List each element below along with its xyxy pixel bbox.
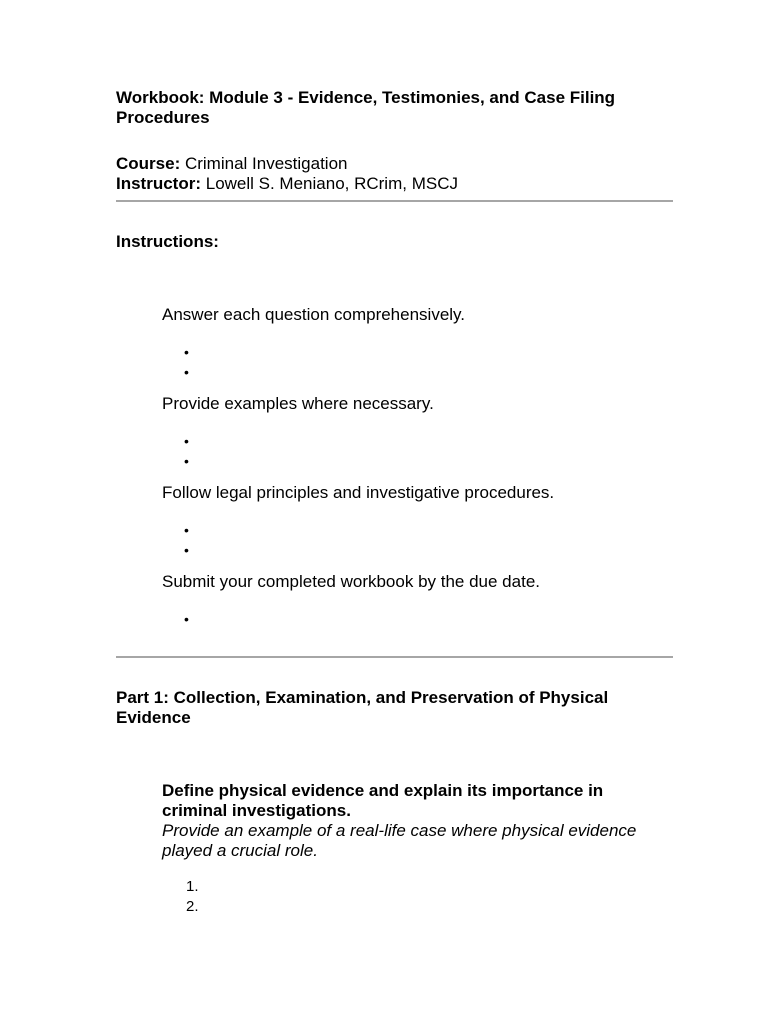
divider-top (116, 200, 673, 202)
instruction-text: Follow legal principles and investigative procedures. (162, 483, 555, 502)
empty-bullet (162, 451, 662, 471)
bullet-dot-icon: • (184, 344, 189, 360)
empty-bullet-list (162, 609, 662, 629)
course-label: Course: (116, 154, 181, 173)
instruction-text: Provide examples where necessary. (162, 394, 434, 413)
document-page (116, 88, 673, 915)
empty-bullet-list (162, 431, 662, 471)
bullet-dot-icon: • (184, 542, 189, 558)
instructor-label: Instructor: (116, 174, 201, 193)
empty-bullet (162, 342, 662, 362)
instruction-item (162, 305, 662, 382)
answer-number: 1. (186, 878, 199, 895)
question-title: Define physical evidence and explain its importance in criminal investigations. (162, 781, 604, 820)
bullet-dot-icon: • (184, 364, 189, 380)
instructions-list (162, 305, 662, 641)
course-meta (116, 154, 673, 194)
empty-bullet (162, 609, 662, 629)
course-row (116, 154, 673, 174)
question-block (162, 781, 652, 917)
instruction-item (162, 483, 662, 560)
instructions-heading: Instructions: (116, 232, 219, 251)
part1-heading: Part 1: Collection, Examination, and Preservation of Physical Evidence (116, 688, 609, 727)
divider-middle (116, 656, 673, 658)
instructor-row (116, 174, 673, 194)
empty-bullet-list (162, 520, 662, 560)
instruction-text: Submit your completed workbook by the due date. (162, 572, 540, 591)
empty-bullet (162, 520, 662, 540)
bullet-dot-icon: • (184, 433, 189, 449)
answer-number-list (162, 877, 652, 917)
bullet-dot-icon: • (184, 611, 189, 627)
instruction-text: Answer each question comprehensively. (162, 305, 466, 324)
document-title: Workbook: Module 3 - Evidence, Testimonies, and Case Filing Procedures (116, 88, 616, 127)
question-subtitle: Provide an example of a real-life case where physical evidence played a crucial role. (162, 821, 637, 860)
answer-number-item (162, 877, 652, 897)
bullet-dot-icon: • (184, 453, 189, 469)
empty-bullet-list (162, 342, 662, 382)
instructor-value: Lowell S. Meniano, RCrim, MSCJ (205, 174, 458, 193)
instruction-item (162, 572, 662, 629)
empty-bullet (162, 362, 662, 382)
answer-number: 2. (186, 898, 199, 915)
course-value: Criminal Investigation (184, 154, 348, 173)
empty-bullet (162, 431, 662, 451)
bullet-dot-icon: • (184, 522, 189, 538)
instruction-item (162, 394, 662, 471)
answer-number-item (162, 897, 652, 917)
empty-bullet (162, 540, 662, 560)
